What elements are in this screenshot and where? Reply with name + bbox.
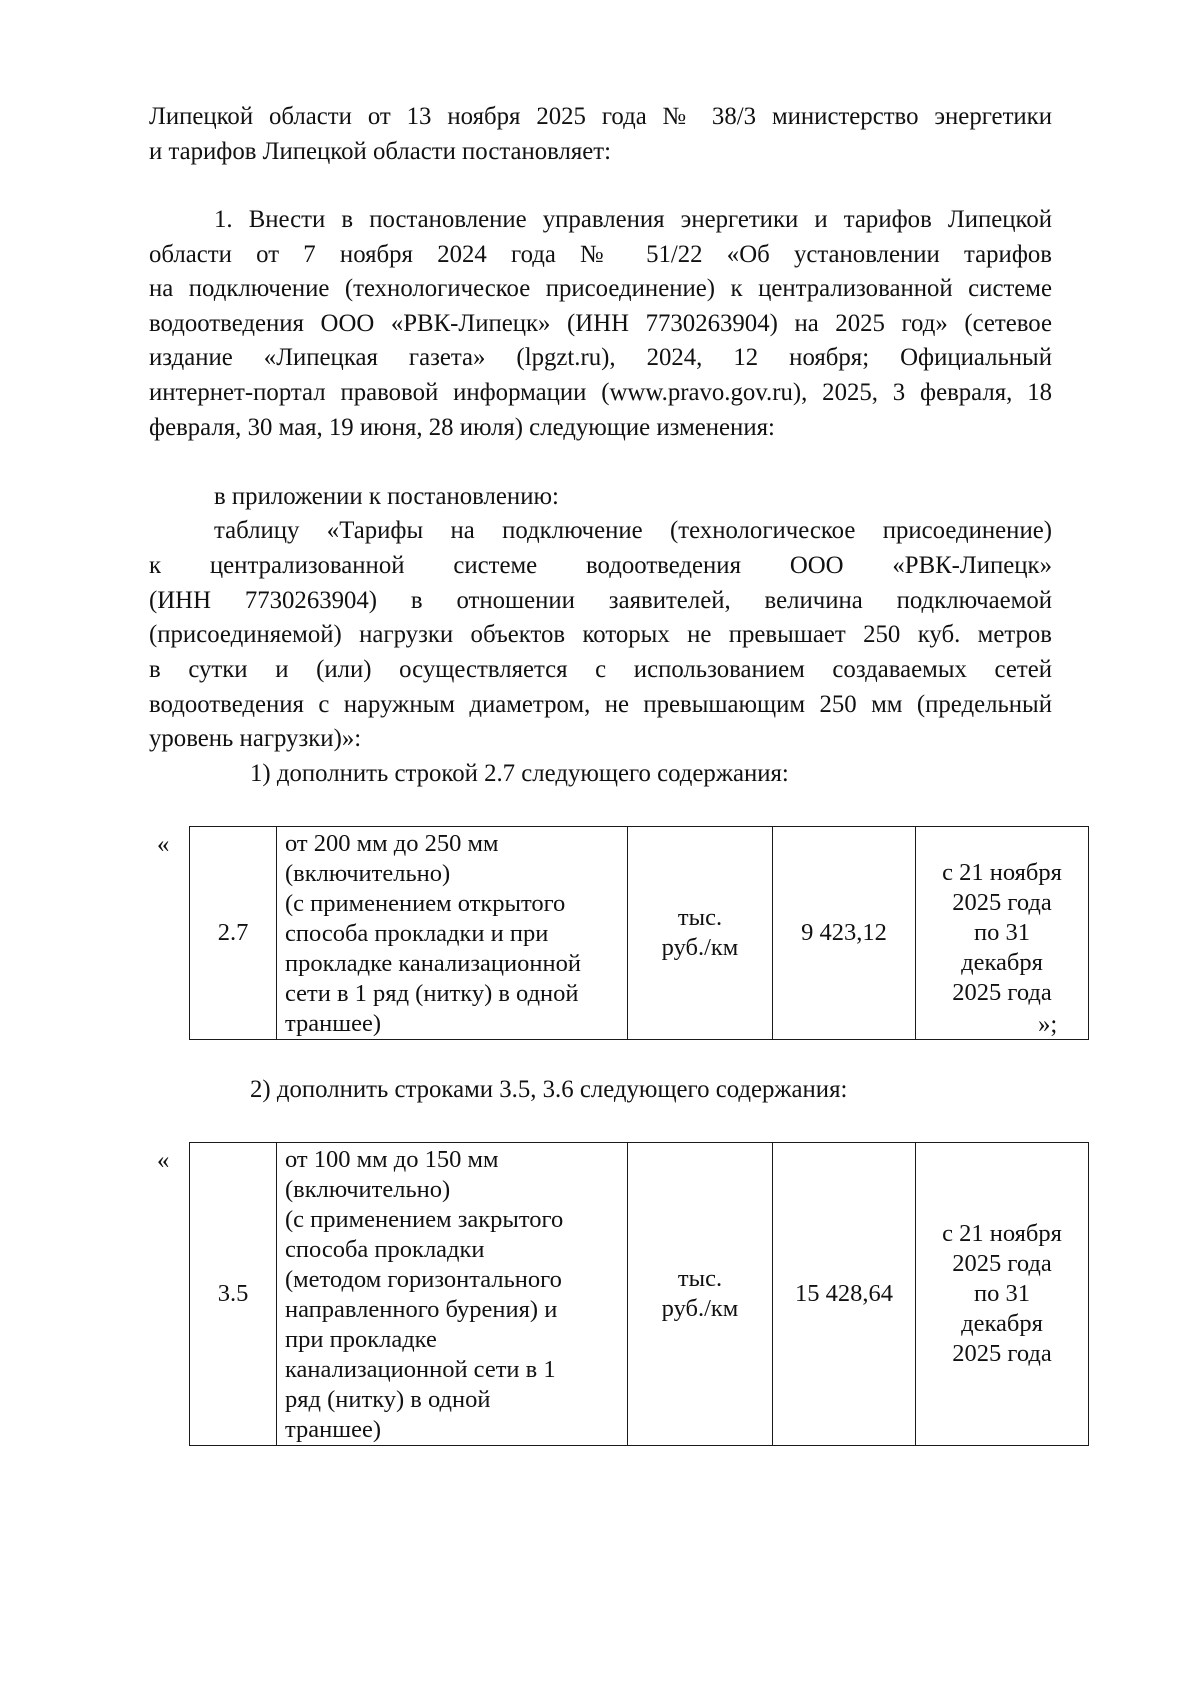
appendix-line-1: в приложении к постановлению: bbox=[214, 483, 559, 510]
row-number-cell: 2.7 bbox=[190, 827, 277, 1040]
unit-line: руб./км bbox=[661, 934, 739, 961]
appendix-line-7: водоотведения с наружным диаметром, не превышающим 250 мм (предельный bbox=[149, 691, 1052, 718]
description-line: от 100 мм до 150 мм bbox=[285, 1146, 499, 1173]
intro-line-2: и тарифов Липецкой области постановляет: bbox=[149, 138, 612, 165]
period-line: 2025 года bbox=[952, 1250, 1052, 1277]
tariff-table-row-2-7 bbox=[189, 826, 1089, 1040]
description-line: сети в 1 ряд (нитку) в одной bbox=[285, 980, 579, 1007]
item1-line-4: водоотведения ООО «РВК-Липецк» (ИНН 7730263904) на 2025 год» (сетевое bbox=[149, 310, 1052, 337]
table-row bbox=[190, 827, 1089, 1040]
period-line: 2025 года bbox=[952, 979, 1052, 1006]
description-line: траншее) bbox=[285, 1010, 382, 1037]
item1-line-3: на подключение (технологическое присоединение) к централизованной системе bbox=[149, 275, 1052, 302]
step1-close-quote: »; bbox=[1038, 1011, 1058, 1038]
table-row bbox=[190, 1143, 1089, 1446]
row-unit-cell bbox=[628, 1143, 773, 1446]
step2-open-quote: « bbox=[157, 1147, 170, 1174]
item1-line-5: издание «Липецкая газета» (lpgzt.ru), 2024, 12 ноября; Официальный bbox=[149, 344, 1052, 371]
item1-line-1: 1. Внести в постановление управления энергетики и тарифов Липецкой bbox=[214, 206, 1052, 233]
period-line: по 31 bbox=[974, 919, 1030, 946]
description-line: (включительно) bbox=[285, 860, 451, 887]
period-line: 2025 года bbox=[952, 889, 1052, 916]
description-line: (методом горизонтального bbox=[285, 1266, 562, 1293]
description-line: (с применением закрытого bbox=[285, 1206, 564, 1233]
row-value-cell: 15 428,64 bbox=[773, 1143, 916, 1446]
period-line: 2025 года bbox=[952, 1340, 1052, 1367]
row-number-cell: 3.5 bbox=[190, 1143, 277, 1446]
description-line: канализационной сети в 1 bbox=[285, 1356, 556, 1383]
item1-line-6: интернет-портал правовой информации (www.pravo.gov.ru), 2025, 3 февраля, 18 bbox=[149, 379, 1052, 406]
row-description-cell bbox=[277, 827, 628, 1040]
unit-line: тыс. bbox=[677, 904, 723, 931]
appendix-line-6: в сутки и (или) осуществляется с использованием создаваемых сетей bbox=[149, 656, 1052, 683]
item1-line-7: февраля, 30 мая, 19 июня, 28 июля) следующие изменения: bbox=[149, 414, 775, 441]
period-line: по 31 bbox=[974, 1280, 1030, 1307]
appendix-line-8: уровень нагрузки)»: bbox=[149, 725, 362, 752]
step1-open-quote: « bbox=[157, 831, 170, 858]
appendix-line-2: таблицу «Тарифы на подключение (технологическое присоединение) bbox=[214, 517, 1052, 544]
row-description-cell bbox=[277, 1143, 628, 1446]
item1-line-2: области от 7 ноября 2024 года № 51/22 «Об установлении тарифов bbox=[149, 241, 1052, 268]
tariff-table-row-3-5 bbox=[189, 1142, 1089, 1446]
description-line: прокладке канализационной bbox=[285, 950, 581, 977]
period-line: с 21 ноября bbox=[942, 1220, 1062, 1247]
appendix-line-5: (присоединяемой) нагрузки объектов которых не превышает 250 куб. метров bbox=[149, 621, 1052, 648]
description-line: траншее) bbox=[285, 1416, 382, 1443]
intro-line-1: Липецкой области от 13 ноября 2025 года № 38/3 министерство энергетики bbox=[149, 103, 1052, 130]
period-line: декабря bbox=[961, 1310, 1043, 1337]
step1-text: 1) дополнить строкой 2.7 следующего содержания: bbox=[250, 760, 789, 787]
description-line: ряд (нитку) в одной bbox=[285, 1386, 491, 1413]
period-line: декабря bbox=[961, 949, 1043, 976]
description-line: способа прокладки и при bbox=[285, 920, 549, 947]
step2-text: 2) дополнить строками 3.5, 3.6 следующего содержания: bbox=[250, 1076, 848, 1103]
description-line: (с применением открытого bbox=[285, 890, 566, 917]
row-unit-cell bbox=[628, 827, 773, 1040]
row-value-cell: 9 423,12 bbox=[773, 827, 916, 1040]
unit-line: тыс. bbox=[677, 1265, 723, 1292]
appendix-line-4: (ИНН 7730263904) в отношении заявителей, величина подключаемой bbox=[149, 587, 1052, 614]
description-line: при прокладке bbox=[285, 1326, 437, 1353]
description-line: (включительно) bbox=[285, 1176, 451, 1203]
row-period-cell bbox=[916, 827, 1089, 1040]
unit-line: руб./км bbox=[661, 1295, 739, 1322]
period-line: с 21 ноября bbox=[942, 859, 1062, 886]
description-line: направленного бурения) и bbox=[285, 1296, 558, 1323]
description-line: способа прокладки bbox=[285, 1236, 485, 1263]
appendix-line-3: к централизованной системе водоотведения ООО «РВК-Липецк» bbox=[149, 552, 1052, 579]
description-line: от 200 мм до 250 мм bbox=[285, 830, 499, 857]
row-period-cell bbox=[916, 1143, 1089, 1446]
